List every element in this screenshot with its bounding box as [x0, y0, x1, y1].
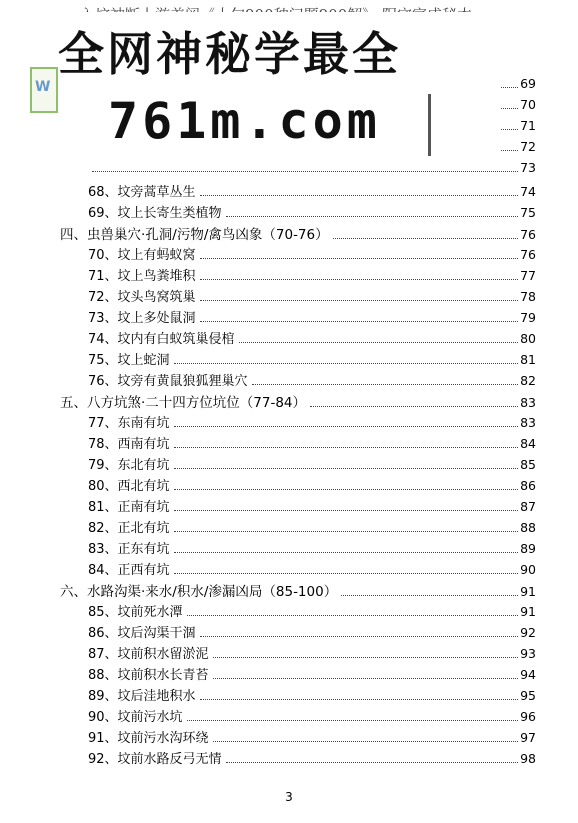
- toc-entry: [88, 664, 536, 684]
- toc-leader-dots: [174, 447, 519, 448]
- toc-entry-page: 89: [520, 541, 536, 556]
- toc-entry-label: 76、坟旁有黄鼠狼狐狸巢穴: [88, 374, 248, 389]
- toc-entry-label: 89、坟后洼地积水: [88, 689, 196, 704]
- toc-entry-label: 83、正东有坑: [88, 542, 170, 557]
- toc-entry-label: 72、坟头鸟窝筑巢: [88, 290, 196, 305]
- toc-entry-label: 79、东北有坑: [88, 458, 170, 473]
- toc-entry-label: 70、坟上有蚂蚁窝: [88, 248, 196, 263]
- page-number: 3: [285, 790, 293, 804]
- toc-entry: [88, 748, 536, 768]
- toc-entry-page: 71: [520, 118, 536, 133]
- toc-leader-dots: [200, 636, 519, 637]
- toc-entry: [88, 496, 536, 516]
- toc-entry-label: 74、坟内有白蚁筑巢侵棺: [88, 332, 235, 347]
- toc-entry: [88, 559, 536, 579]
- watermark-url: 761m.com: [108, 92, 381, 150]
- toc-entry-label: 92、坟前水路反弓无情: [88, 752, 222, 767]
- toc-entry: [88, 244, 536, 264]
- toc-leader-dots: [200, 321, 519, 322]
- toc-entry: [88, 643, 536, 663]
- toc-entry-page: 83: [520, 395, 536, 410]
- toc-entry-page: 94: [520, 667, 536, 682]
- toc-entry-label: 75、坟上蛇洞: [88, 353, 170, 368]
- toc-leader-dots: [187, 720, 519, 721]
- toc-entry-label: 六、水路沟渠·来水/积水/渗漏凶局（85-100）: [60, 584, 338, 600]
- toc-leader-dots: [174, 489, 519, 490]
- toc-entry-label: 68、坟旁蒿草丛生: [88, 185, 196, 200]
- toc-leader-dots: [226, 216, 519, 217]
- toc-entry-label: 71、坟上鸟粪堆积: [88, 269, 196, 284]
- toc-section: [60, 580, 536, 600]
- toc-entry: [88, 307, 536, 327]
- toc-leader-dots: [174, 510, 519, 511]
- toc-entry-label: 四、虫兽巢穴·孔洞/污物/禽鸟凶象（70-76）: [60, 227, 329, 243]
- toc-entry-label: 86、坟后沟渠干涸: [88, 626, 196, 641]
- toc-entry-page: 96: [520, 709, 536, 724]
- toc-leader-dots: [174, 426, 519, 427]
- toc-leader-dots: [174, 573, 519, 574]
- toc-entry-page: 84: [520, 436, 536, 451]
- toc-leader-dots: [174, 552, 519, 553]
- toc-leader-dots: [200, 300, 519, 301]
- toc-leader-dots: [174, 531, 519, 532]
- toc-leader-dots: [213, 657, 519, 658]
- toc-entry: [88, 160, 536, 180]
- toc-entry: [88, 181, 536, 201]
- toc-entry-label: 五、八方坑煞·二十四方位坑位（77-84）: [60, 395, 307, 411]
- toc-section: [60, 223, 536, 243]
- toc-entry: [88, 412, 536, 432]
- toc-entry-page: 78: [520, 289, 536, 304]
- toc-entry: [88, 454, 536, 474]
- toc-entry: [88, 706, 536, 726]
- toc-entry-label: 82、正北有坑: [88, 521, 170, 536]
- toc-entry-page: 90: [520, 562, 536, 577]
- toc-entry-page: 91: [520, 604, 536, 619]
- toc-entry-label: 84、正西有坑: [88, 563, 170, 578]
- toc-entry-page: 87: [520, 499, 536, 514]
- watermark-title: 全网神秘学最全: [58, 27, 401, 81]
- toc-leader-dots: [226, 762, 519, 763]
- toc-entry-page: 83: [520, 415, 536, 430]
- toc-entry: [88, 622, 536, 642]
- toc-entry-page: 91: [520, 584, 536, 599]
- watermark-divider: [428, 94, 431, 156]
- toc-entry-label: 78、西南有坑: [88, 437, 170, 452]
- toc-leader-dots: [200, 279, 519, 280]
- toc-leader-dots: [239, 342, 519, 343]
- toc-entry-page: 80: [520, 331, 536, 346]
- toc-leader-dots: [341, 595, 518, 596]
- toc-leader-dots: [333, 238, 518, 239]
- toc-entry-label: 77、东南有坑: [88, 416, 170, 431]
- watermark-chip: [30, 67, 58, 113]
- toc-entry-page: 98: [520, 751, 536, 766]
- toc-entry: [88, 538, 536, 558]
- toc-entry-page: 77: [520, 268, 536, 283]
- toc-leader-dots: [213, 678, 519, 679]
- toc-entry-page: 72: [520, 139, 536, 154]
- toc-entry: [88, 349, 536, 369]
- toc-entry-label: 85、坟前死水潭: [88, 605, 183, 620]
- toc-entry-page: 86: [520, 478, 536, 493]
- toc-leader-dots: [213, 741, 519, 742]
- toc-entry-label: 90、坟前污水坑: [88, 710, 183, 725]
- toc-entry-label: 69、坟上长寄生类植物: [88, 206, 222, 221]
- toc-leader-dots: [200, 258, 519, 259]
- toc-entry: [88, 601, 536, 621]
- toc-entry-page: 74: [520, 184, 536, 199]
- toc-entry: [88, 475, 536, 495]
- toc-leader-dots: [187, 615, 519, 616]
- toc-entry: [88, 286, 536, 306]
- toc-entry-label: 88、坟前积水长青苔: [88, 668, 209, 683]
- toc-entry: [88, 727, 536, 747]
- toc-entry-page: 82: [520, 373, 536, 388]
- toc-entry-label: 87、坟前积水留淤泥: [88, 647, 209, 662]
- toc-section: [60, 391, 536, 411]
- toc-entry-label: 80、西北有坑: [88, 479, 170, 494]
- toc-leader-dots: [200, 699, 519, 700]
- toc-entry-page: 97: [520, 730, 536, 745]
- watermark-overlay: [30, 12, 500, 157]
- toc-leader-dots: [174, 363, 519, 364]
- toc-entry-page: 95: [520, 688, 536, 703]
- toc-entry-page: 76: [520, 227, 536, 242]
- toc-entry-page: 76: [520, 247, 536, 262]
- toc-leader-dots: [200, 195, 519, 196]
- toc-entry: [88, 685, 536, 705]
- toc-entry-page: 85: [520, 457, 536, 472]
- watermark-chip-letter: W: [35, 79, 51, 95]
- toc-entry-page: 93: [520, 646, 536, 661]
- toc-leader-dots: [252, 384, 519, 385]
- toc-entry: [88, 328, 536, 348]
- toc-entry-page: 88: [520, 520, 536, 535]
- toc-entry: [88, 370, 536, 390]
- toc-entry: [88, 433, 536, 453]
- toc-entry: [88, 517, 536, 537]
- toc-leader-dots: [174, 468, 519, 469]
- toc-entry-page: 69: [520, 76, 536, 91]
- toc-leader-dots: [92, 171, 518, 172]
- toc-entry-label: 81、正南有坑: [88, 500, 170, 515]
- toc-entry-page: 79: [520, 310, 536, 325]
- toc-entry-label: 91、坟前污水沟环绕: [88, 731, 209, 746]
- toc-entry-page: 92: [520, 625, 536, 640]
- toc-entry: [88, 265, 536, 285]
- toc-entry-label: 73、坟上多处鼠洞: [88, 311, 196, 326]
- toc-entry-page: 70: [520, 97, 536, 112]
- toc-entry-page: 81: [520, 352, 536, 367]
- toc-leader-dots: [310, 406, 518, 407]
- toc-entry-page: 75: [520, 205, 536, 220]
- toc-entry-page: 73: [520, 160, 536, 175]
- toc-entry: [88, 202, 536, 222]
